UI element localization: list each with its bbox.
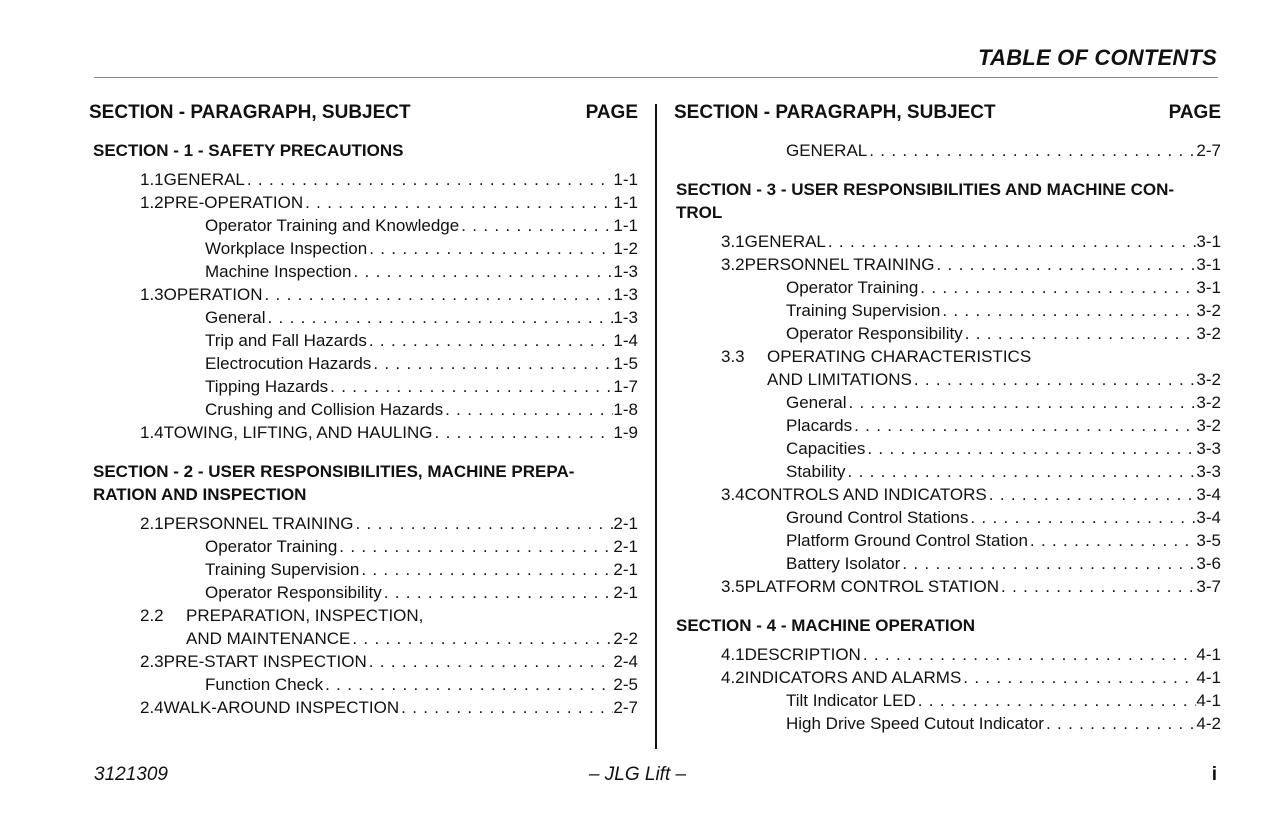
toc-subentry[interactable] xyxy=(674,460,1221,483)
toc-entry[interactable] xyxy=(89,696,638,719)
toc-entry[interactable] xyxy=(674,230,1221,253)
entry-label: PLATFORM CONTROL STATION xyxy=(744,577,1000,596)
entry-label: GENERAL xyxy=(163,170,245,189)
entry-label: CONTROLS AND INDICATORS xyxy=(744,485,987,504)
toc-subentry[interactable] xyxy=(674,529,1221,552)
entry-page: 3-3 xyxy=(1196,462,1221,481)
entry-label: Operator Training xyxy=(205,537,338,556)
toc-subentry[interactable] xyxy=(674,437,1221,460)
entry-label: PRE-OPERATION xyxy=(163,193,304,212)
toc-subentry[interactable] xyxy=(674,391,1221,414)
entry-number: 4.2 xyxy=(721,668,745,687)
toc-subentry[interactable] xyxy=(89,535,638,558)
entry-number: 3.1 xyxy=(721,232,745,251)
entry-page: 2-1 xyxy=(613,514,638,533)
section-2-entries xyxy=(89,512,638,719)
entry-label: OPERATION xyxy=(163,285,263,304)
entry-label: Crushing and Collision Hazards xyxy=(205,400,444,419)
toc-entry[interactable] xyxy=(674,643,1221,666)
toc-subentry[interactable] xyxy=(674,506,1221,529)
leader-dots xyxy=(912,368,1197,391)
column-header xyxy=(89,99,638,133)
column-header-page: PAGE xyxy=(1168,102,1221,123)
entry-number: 1.4 xyxy=(140,423,164,442)
leader-dots xyxy=(968,506,1196,529)
entry-page: 1-3 xyxy=(613,262,638,281)
toc-entry[interactable] xyxy=(674,345,1221,368)
entry-label: Battery Isolator xyxy=(786,554,901,573)
entry-page: 1-1 xyxy=(613,193,638,212)
entry-page: 2-1 xyxy=(613,537,638,556)
entry-page: 1-8 xyxy=(613,400,638,419)
toc-subentry[interactable] xyxy=(89,237,638,260)
toc-subentry[interactable] xyxy=(89,558,638,581)
entry-page: 2-7 xyxy=(1196,141,1221,160)
entry-number: 2.1 xyxy=(140,514,164,533)
toc-entry[interactable] xyxy=(89,650,638,673)
header-rule xyxy=(94,77,1218,78)
section-4-entries xyxy=(674,643,1221,735)
leader-dots xyxy=(846,460,1197,483)
toc-entry[interactable] xyxy=(674,483,1221,506)
entry-page: 2-7 xyxy=(613,698,638,717)
entry-number: 2.2 xyxy=(140,606,164,625)
entry-label: Capacities xyxy=(786,439,866,458)
toc-subentry[interactable] xyxy=(674,552,1221,575)
toc-subentry[interactable] xyxy=(89,375,638,398)
entry-page: 3-6 xyxy=(1196,554,1221,573)
entry-label: Training Supervision xyxy=(205,560,360,579)
page-number: i xyxy=(1211,764,1217,785)
entry-label: General xyxy=(786,393,847,412)
section-2-title: SECTION - 2 - USER RESPONSIBILITIES, MACHINE PREPA- RATION AND INSPECTION xyxy=(93,462,575,504)
toc-subentry[interactable] xyxy=(674,139,1221,162)
entry-page: 2-1 xyxy=(613,560,638,579)
leader-dots xyxy=(1044,712,1196,735)
leader-dots xyxy=(900,552,1196,575)
leader-dots xyxy=(443,398,613,421)
leader-dots xyxy=(940,299,1196,322)
entry-label: AND MAINTENANCE xyxy=(186,629,351,648)
entry-label: Tilt Indicator LED xyxy=(786,691,916,710)
entry-page: 2-4 xyxy=(613,652,638,671)
leader-dots xyxy=(351,260,613,283)
entry-page: 4-1 xyxy=(1196,691,1221,710)
entry-label: TOWING, LIFTING, AND HAULING xyxy=(163,423,433,442)
entry-label: Platform Ground Control Station xyxy=(786,531,1028,550)
toc-subentry[interactable] xyxy=(674,299,1221,322)
entry-label: Machine Inspection xyxy=(205,262,352,281)
entry-number: 3.2 xyxy=(721,255,745,274)
toc-subentry[interactable] xyxy=(89,214,638,237)
entry-page: 3-4 xyxy=(1196,485,1221,504)
leader-dots xyxy=(303,191,613,214)
entry-number: 3.4 xyxy=(721,485,745,504)
entry-label: Placards xyxy=(786,416,853,435)
leader-dots xyxy=(935,253,1197,276)
entry-label: INDICATORS AND ALARMS xyxy=(744,668,962,687)
toc-entry[interactable] xyxy=(674,253,1221,276)
toc-entry[interactable] xyxy=(89,283,638,306)
entry-label: GENERAL xyxy=(744,232,826,251)
toc-entry-continuation[interactable] xyxy=(89,627,638,650)
entry-label: General xyxy=(205,308,266,327)
entry-page: 1-7 xyxy=(613,377,638,396)
entry-label: WALK-AROUND INSPECTION xyxy=(163,698,400,717)
entry-label: Operator Training and Knowledge xyxy=(205,216,460,235)
column-header-page: PAGE xyxy=(585,102,638,123)
entry-number: 4.1 xyxy=(721,645,745,664)
leader-dots xyxy=(399,696,613,719)
entry-page: 3-2 xyxy=(1196,370,1221,389)
entry-number: 1.3 xyxy=(140,285,164,304)
toc-entry[interactable] xyxy=(89,421,638,444)
entry-page: 2-2 xyxy=(613,629,638,648)
entry-number: 3.5 xyxy=(721,577,745,596)
document-number: 3121309 xyxy=(94,764,168,785)
toc-right-column xyxy=(674,99,1221,735)
leader-dots xyxy=(367,237,613,260)
section-1-title: SECTION - 1 - SAFETY PRECAUTIONS xyxy=(93,141,404,160)
toc-subentry[interactable] xyxy=(89,352,638,375)
entry-page: 4-1 xyxy=(1196,668,1221,687)
column-header-subject: SECTION - PARAGRAPH, SUBJECT xyxy=(674,102,996,123)
entry-page: 2-5 xyxy=(613,675,638,694)
leader-dots xyxy=(382,581,614,604)
entry-page: 3-1 xyxy=(1196,278,1221,297)
entry-page: 3-5 xyxy=(1196,531,1221,550)
entry-number: 2.3 xyxy=(140,652,164,671)
leader-dots xyxy=(371,352,613,375)
section-1-entries xyxy=(89,168,638,444)
leader-dots xyxy=(263,283,614,306)
leader-dots xyxy=(826,230,1197,253)
leader-dots xyxy=(245,168,614,191)
toc-subentry[interactable] xyxy=(89,329,638,352)
entry-page: 3-7 xyxy=(1196,577,1221,596)
entry-page: 3-1 xyxy=(1196,232,1221,251)
section-4-title: SECTION - 4 - MACHINE OPERATION xyxy=(676,616,976,635)
toc-subentry[interactable] xyxy=(89,306,638,329)
entry-page: 1-1 xyxy=(613,216,638,235)
toc-subentry[interactable] xyxy=(674,689,1221,712)
leader-dots xyxy=(367,329,614,352)
toc-entry-continuation[interactable] xyxy=(674,368,1221,391)
entry-page: 3-2 xyxy=(1196,324,1221,343)
entry-label: OPERATING CHARACTERISTICS xyxy=(767,347,1032,366)
leader-dots xyxy=(328,375,613,398)
entry-page: 1-2 xyxy=(613,239,638,258)
toc-subentry[interactable] xyxy=(89,398,638,421)
entry-label: Training Supervision xyxy=(786,301,941,320)
toc-left-column xyxy=(89,99,638,719)
leader-dots xyxy=(918,276,1196,299)
entry-page: 3-2 xyxy=(1196,393,1221,412)
leader-dots xyxy=(916,689,1197,712)
toc-subentry[interactable] xyxy=(89,673,638,696)
entry-page: 3-3 xyxy=(1196,439,1221,458)
entry-label: Tipping Hazards xyxy=(205,377,329,396)
entry-label: Workplace Inspection xyxy=(205,239,368,258)
leader-dots xyxy=(350,627,613,650)
entry-label: Operator Responsibility xyxy=(205,583,382,602)
leader-dots xyxy=(367,650,614,673)
toc-subentry[interactable] xyxy=(674,414,1221,437)
entry-label: Ground Control Stations xyxy=(786,508,969,527)
footer-brand: – JLG Lift – xyxy=(588,764,687,785)
entry-page: 3-2 xyxy=(1196,416,1221,435)
entry-label: DESCRIPTION xyxy=(744,645,861,664)
entry-label: Operator Training xyxy=(786,278,919,297)
entry-label: PRE-START INSPECTION xyxy=(163,652,367,671)
toc-entry[interactable] xyxy=(674,666,1221,689)
entry-page: 1-3 xyxy=(613,308,638,327)
entry-page: 2-1 xyxy=(613,583,638,602)
leader-dots xyxy=(459,214,613,237)
leader-dots xyxy=(433,421,614,444)
leader-dots xyxy=(961,666,1196,689)
entry-number: 3.3 xyxy=(721,347,745,366)
leader-dots xyxy=(987,483,1197,506)
entry-label: Trip and Fall Hazards xyxy=(205,331,367,350)
leader-dots xyxy=(359,558,613,581)
toc-subentry[interactable] xyxy=(89,260,638,283)
entry-label: Operator Responsibility xyxy=(786,324,963,343)
entry-number: 2.4 xyxy=(140,698,164,717)
entry-label: PERSONNEL TRAINING xyxy=(163,514,354,533)
leader-dots xyxy=(865,437,1196,460)
toc-entry[interactable] xyxy=(89,512,638,535)
toc-entry[interactable] xyxy=(89,191,638,214)
toc-subentry[interactable] xyxy=(674,322,1221,345)
entry-page: 3-4 xyxy=(1196,508,1221,527)
leader-dots xyxy=(337,535,613,558)
leader-dots xyxy=(265,306,613,329)
leader-dots xyxy=(846,391,1196,414)
column-divider xyxy=(655,104,657,749)
leader-dots xyxy=(999,575,1196,598)
toc-entry[interactable] xyxy=(89,168,638,191)
entry-page: 3-2 xyxy=(1196,301,1221,320)
leader-dots xyxy=(861,643,1197,666)
entry-label: AND LIMITATIONS xyxy=(767,370,912,389)
entry-label: Stability xyxy=(786,462,846,481)
entry-page: 4-2 xyxy=(1196,714,1221,733)
entry-label: PERSONNEL TRAINING xyxy=(744,255,935,274)
toc-entry[interactable] xyxy=(89,604,638,627)
entry-label: GENERAL xyxy=(786,141,868,160)
entry-label: PREPARATION, INSPECTION, xyxy=(186,606,424,625)
leader-dots xyxy=(852,414,1196,437)
leader-dots xyxy=(354,512,614,535)
entry-page: 3-1 xyxy=(1196,255,1221,274)
leader-dots xyxy=(323,673,613,696)
entry-label: Function Check xyxy=(205,675,324,694)
entry-page: 4-1 xyxy=(1196,645,1221,664)
entry-page: 1-3 xyxy=(613,285,638,304)
entry-number: 1.1 xyxy=(140,170,164,189)
section-3-entries xyxy=(674,230,1221,598)
toc-entry[interactable] xyxy=(674,575,1221,598)
column-header xyxy=(674,99,1221,133)
entry-number: 1.2 xyxy=(140,193,164,212)
leader-dots xyxy=(867,139,1196,162)
entry-page: 1-1 xyxy=(613,170,638,189)
toc-subentry[interactable] xyxy=(674,276,1221,299)
entry-page: 1-4 xyxy=(613,331,638,350)
toc-subentry[interactable] xyxy=(674,712,1221,735)
entry-page: 1-9 xyxy=(613,423,638,442)
leader-dots xyxy=(1028,529,1197,552)
leader-dots xyxy=(963,322,1197,345)
entry-page: 1-5 xyxy=(613,354,638,373)
toc-subentry[interactable] xyxy=(89,581,638,604)
entry-label: Electrocution Hazards xyxy=(205,354,372,373)
page-title: TABLE OF CONTENTS xyxy=(978,45,1217,70)
column-header-subject: SECTION - PARAGRAPH, SUBJECT xyxy=(89,102,411,123)
section-3-title: SECTION - 3 - USER RESPONSIBILITIES AND MACHINE CON- TROL xyxy=(676,180,1175,222)
entry-label: High Drive Speed Cutout Indicator xyxy=(786,714,1044,733)
